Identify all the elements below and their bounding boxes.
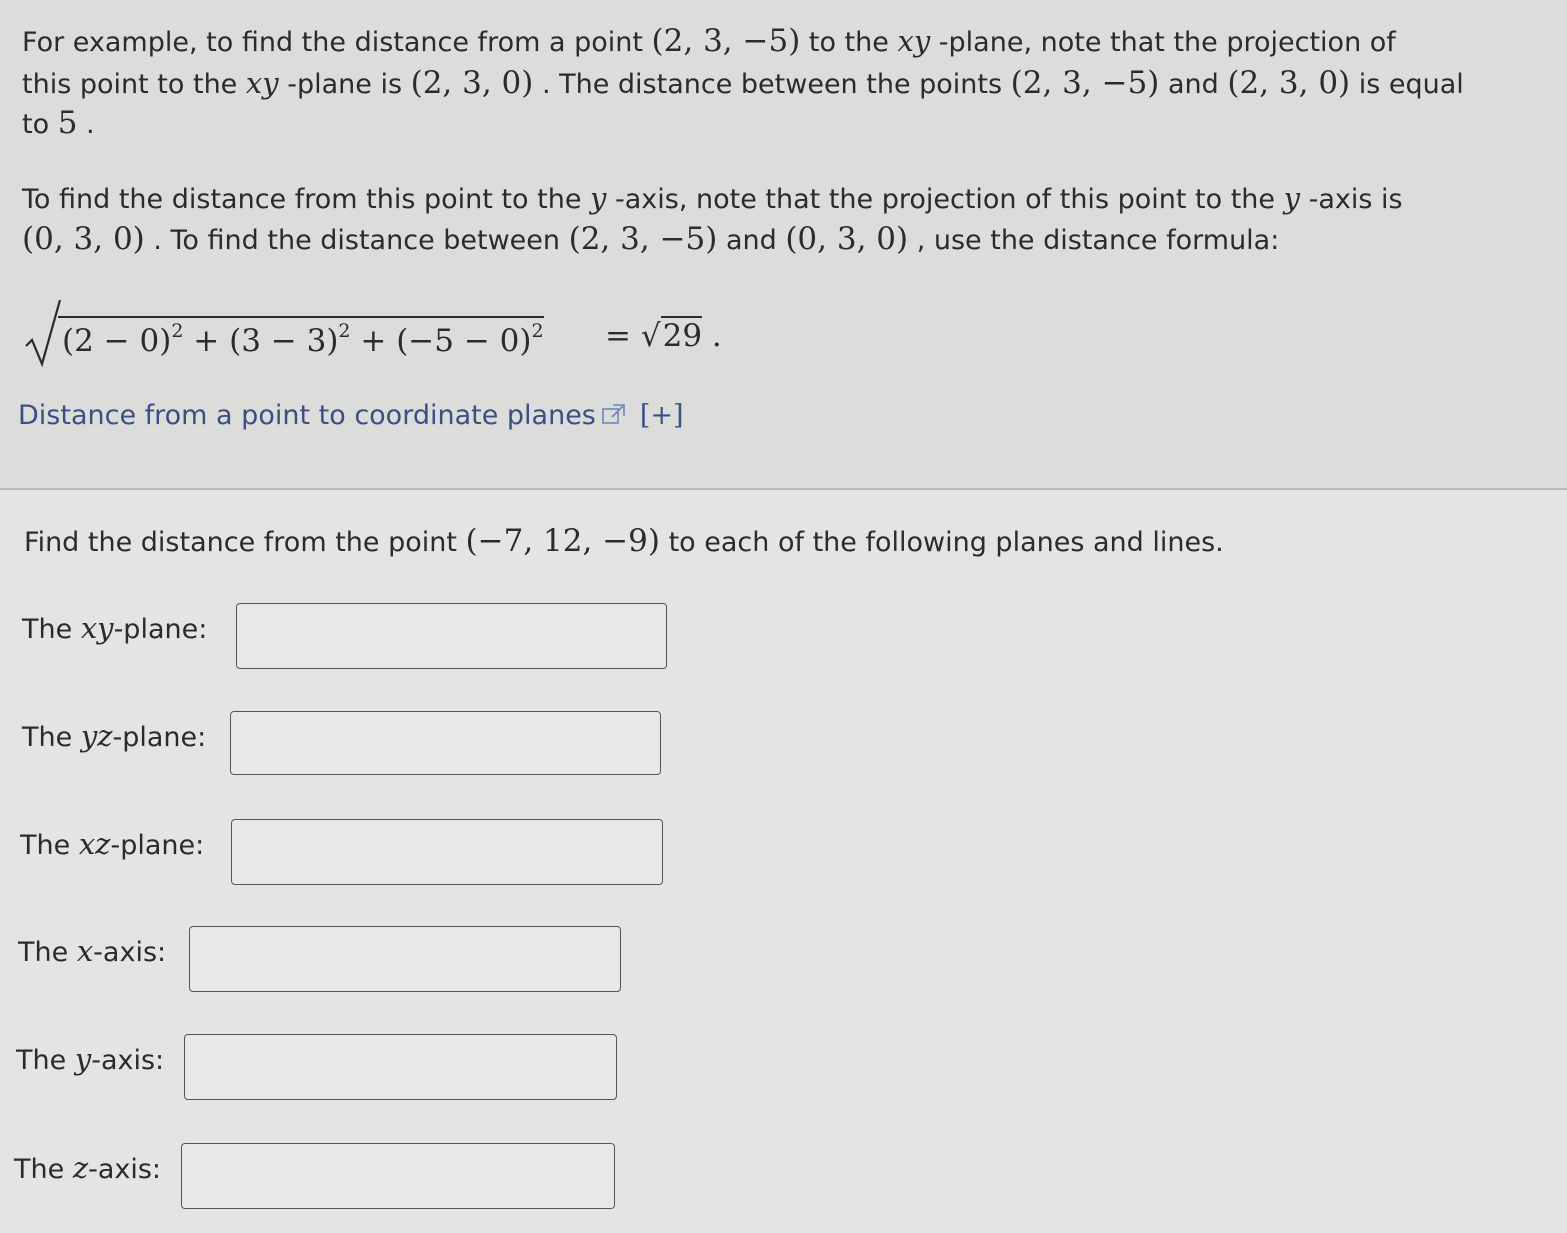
formula-root-value: 29 (662, 318, 703, 354)
label-text: -axis: (93, 937, 167, 968)
math-variable: xy (897, 24, 931, 58)
math-point: (2, 3, 0) (1227, 65, 1351, 101)
formula-term: (2 − 0) (62, 323, 172, 359)
math-number: 5 (57, 105, 78, 141)
label-text: The (14, 1154, 73, 1185)
example-text: For example, to find the distance from a point (22, 27, 652, 58)
example-text: . To find the distance between (144, 225, 569, 256)
question-text: Find the distance from the point (24, 527, 466, 558)
radicand (58, 316, 544, 359)
example-line-5 (22, 218, 1279, 262)
label-text: The (16, 1045, 75, 1076)
math-variable: x (76, 934, 94, 968)
label-text: -plane: (110, 830, 205, 861)
label-text: The (20, 830, 79, 861)
example-text: , use the distance formula: (908, 225, 1280, 256)
example-text: is equal (1350, 69, 1464, 100)
math-point: (0, 3, 0) (785, 221, 909, 257)
math-variable: xz (78, 827, 111, 861)
math-point: (2, 3, −5) (1010, 65, 1160, 101)
math-point: (2, 3, 0) (410, 65, 534, 101)
section-divider (0, 488, 1567, 490)
example-text: to (22, 109, 58, 140)
example-text: . (77, 109, 95, 140)
question-prompt (24, 520, 1224, 564)
formula-end: . (702, 318, 722, 354)
yz-plane-answer-input[interactable] (230, 711, 661, 775)
math-point: (2, 3, −5) (651, 23, 801, 59)
z-axis-answer-input[interactable] (181, 1143, 615, 1209)
label-text: -axis: (88, 1154, 162, 1185)
example-line-4 (22, 177, 1403, 221)
example-line-3 (22, 102, 95, 146)
label-text: -axis: (91, 1045, 165, 1076)
y-axis-answer-input[interactable] (184, 1034, 617, 1100)
question-text: to each of the following planes and lines. (660, 527, 1224, 558)
example-text: -plane is (278, 69, 411, 100)
math-variable: y (590, 181, 607, 215)
example-text: -plane, note that the projection of (930, 27, 1396, 58)
label-text: The (22, 722, 81, 753)
example-line-2 (22, 62, 1464, 106)
math-variable: yz (80, 719, 113, 753)
label-y-axis (16, 1039, 164, 1081)
exponent: 2 (338, 320, 351, 342)
xy-plane-answer-input[interactable] (236, 603, 667, 669)
math-variable: y (74, 1042, 92, 1076)
formula-term: + (3 − 3) (183, 323, 339, 359)
formula-term: + (−5 − 0) (350, 323, 532, 359)
math-variable: xy (245, 66, 279, 100)
example-text: and (1159, 69, 1228, 100)
xz-plane-answer-input[interactable] (231, 819, 663, 885)
square-root-icon (22, 300, 62, 368)
label-text: The (18, 937, 77, 968)
exponent: 2 (171, 320, 184, 342)
example-text: and (717, 225, 786, 256)
label-yz-plane (22, 716, 206, 758)
label-xy-plane (22, 608, 207, 650)
exponent: 2 (531, 320, 544, 342)
math-point: (0, 3, 0) (22, 221, 145, 257)
label-xz-plane (20, 824, 204, 866)
label-text: -plane: (112, 722, 207, 753)
math-point: (2, 3, −5) (568, 221, 718, 257)
label-text: -plane: (113, 614, 208, 645)
math-point: (−7, 12, −9) (465, 523, 660, 559)
x-axis-answer-input[interactable] (189, 926, 621, 992)
label-x-axis (18, 931, 166, 973)
expand-toggle[interactable]: [+] (639, 400, 684, 431)
example-text: this point to the (22, 69, 246, 100)
link-label[interactable]: Distance from a point to coordinate planes (18, 400, 596, 431)
math-variable: y (1283, 181, 1300, 215)
example-text: . The distance between the points (533, 69, 1011, 100)
example-text: -axis, note that the projection of this point to the (606, 184, 1284, 215)
example-line-1 (22, 20, 1396, 64)
example-text: -axis is (1300, 184, 1403, 215)
label-text: The (22, 614, 81, 645)
math-variable: xy (80, 611, 114, 645)
example-text: to the (800, 27, 898, 58)
external-link-icon[interactable] (602, 403, 626, 425)
math-variable: z (72, 1151, 89, 1185)
formula-equals: = √ (605, 318, 661, 354)
label-z-axis (14, 1148, 161, 1190)
coordinate-planes-link[interactable] (18, 400, 684, 431)
example-text: To find the distance from this point to the (22, 184, 591, 215)
formula-result (605, 318, 722, 354)
